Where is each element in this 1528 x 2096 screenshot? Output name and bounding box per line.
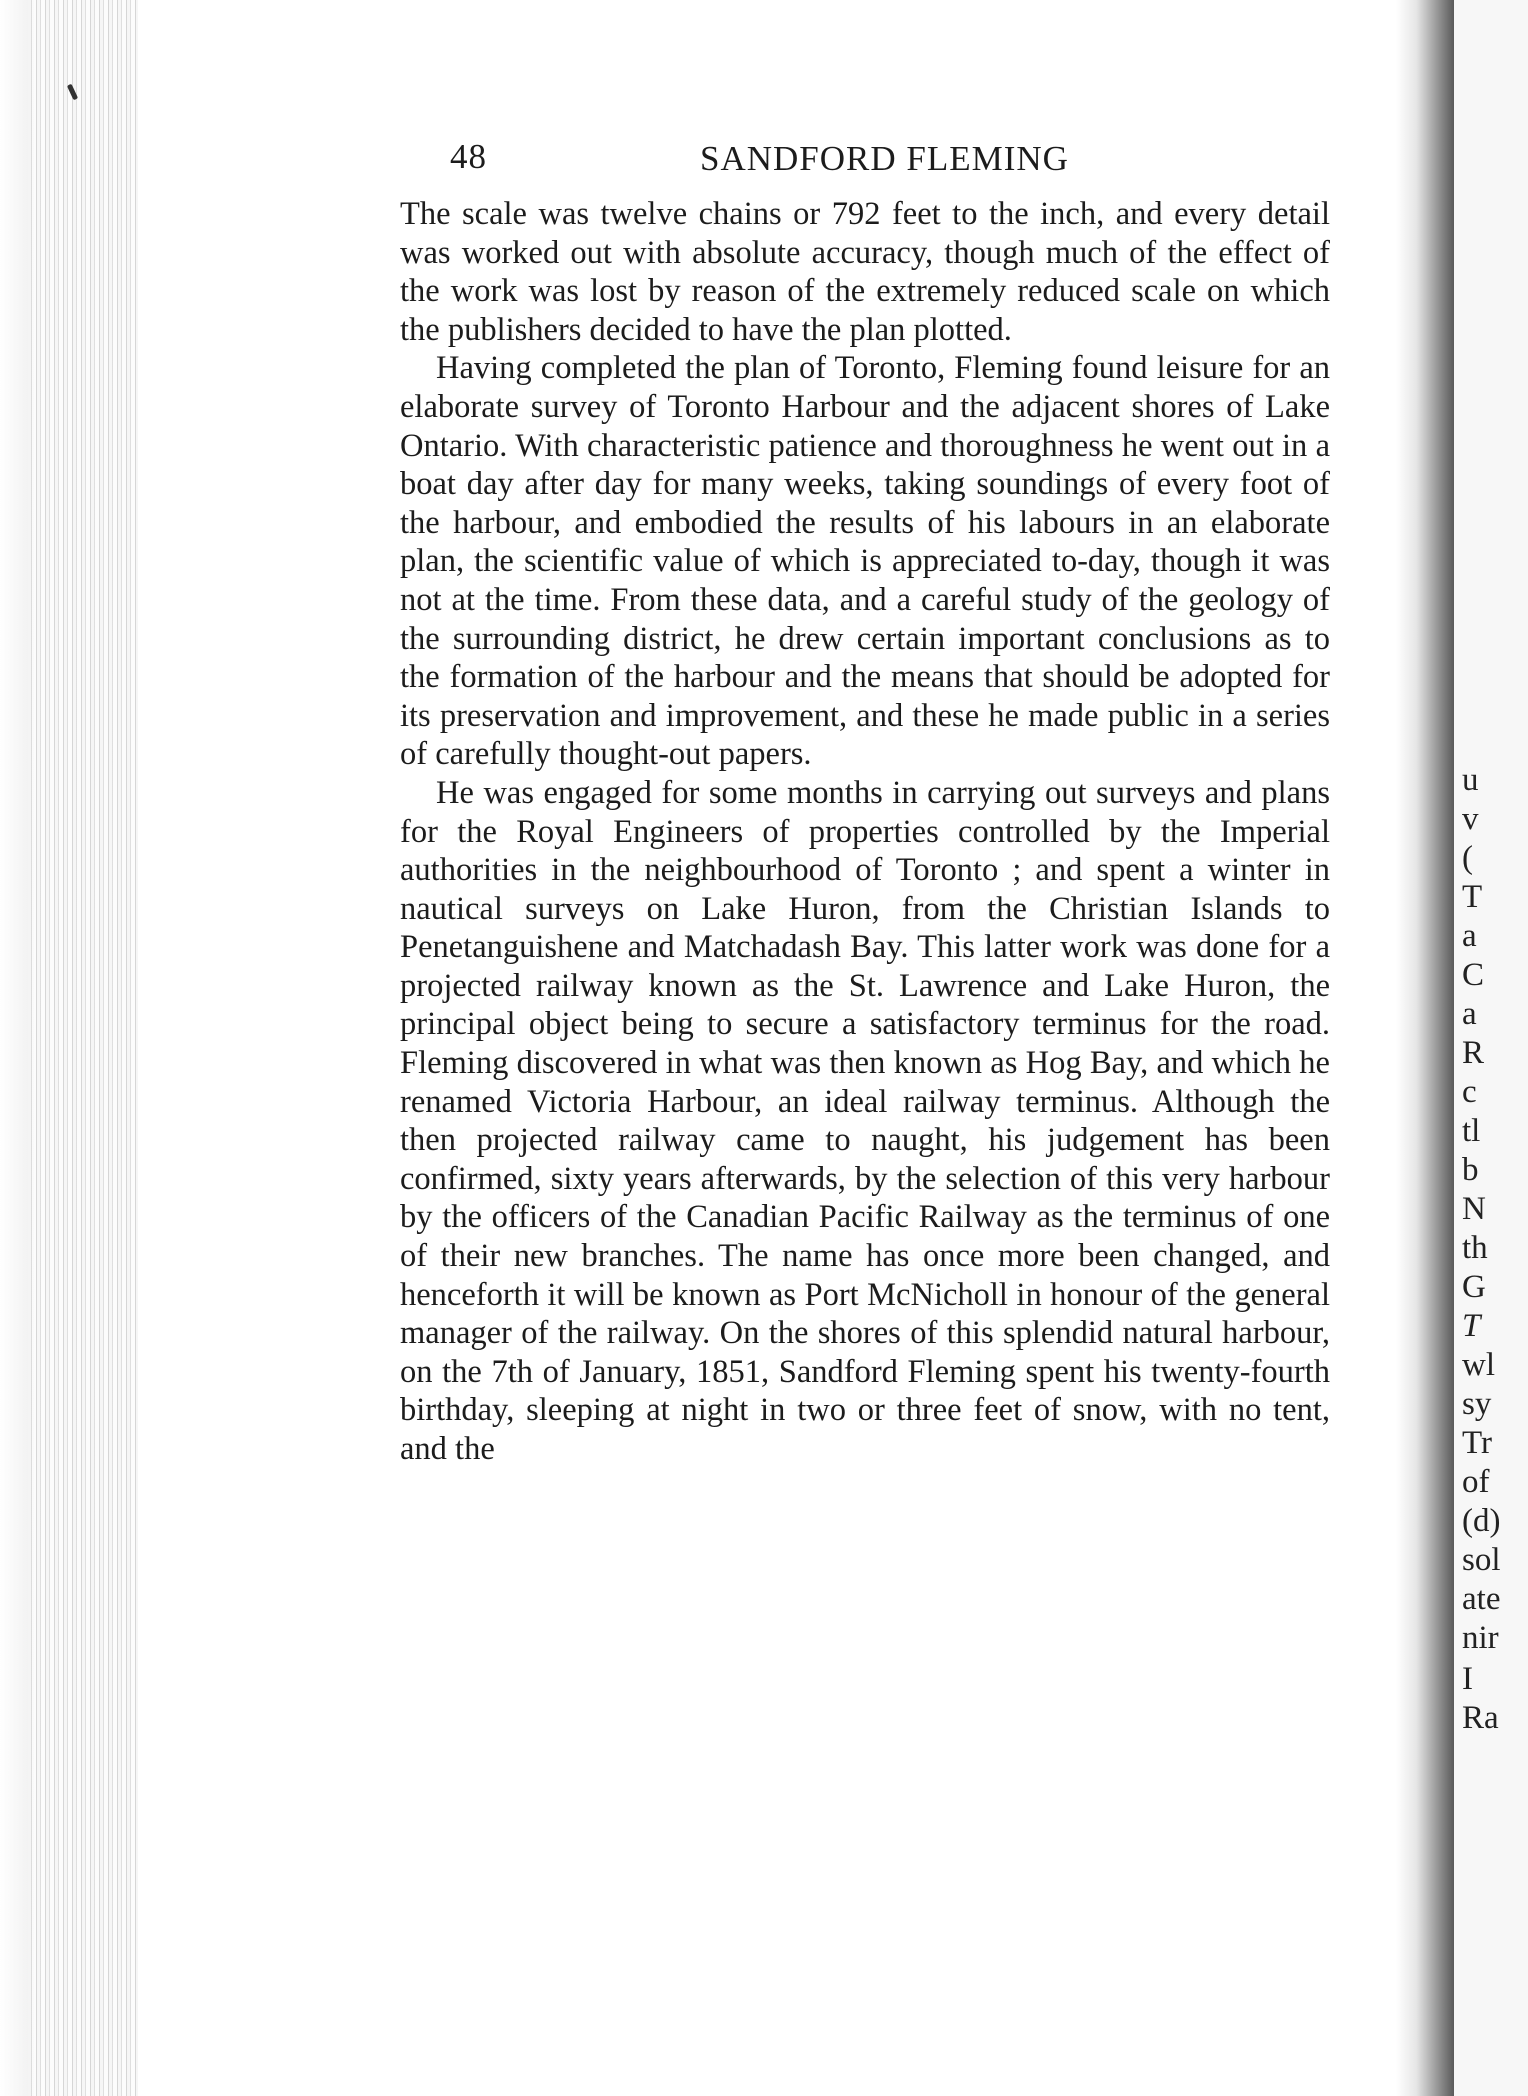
- facing-fragment: (: [1462, 840, 1473, 876]
- facing-fragment: T: [1462, 879, 1483, 915]
- facing-fragment: tl: [1462, 1113, 1481, 1149]
- facing-fragment: wl: [1462, 1347, 1495, 1383]
- facing-fragment: Tr: [1462, 1425, 1492, 1461]
- facing-fragment: G: [1462, 1269, 1486, 1305]
- facing-fragment: Ra: [1462, 1700, 1499, 1736]
- facing-fragment: c: [1462, 1074, 1477, 1110]
- facing-fragment: N: [1462, 1191, 1486, 1227]
- running-head: [400, 125, 1330, 185]
- facing-fragment: sy: [1462, 1386, 1492, 1422]
- paragraph-1: The scale was twelve chains or 792 feet to the inch, and every detail was worked out with absolute accuracy, though much of the effect of the work was lost by reason of the extremely reduced scale on which the publishers decided to have the plan plotted.: [400, 196, 1330, 348]
- running-title: SANDFORD FLEMING: [700, 139, 1069, 178]
- facing-fragment: ate: [1462, 1581, 1501, 1617]
- facing-fragment: C: [1462, 957, 1485, 993]
- facing-fragment: nir: [1462, 1620, 1499, 1656]
- facing-fragment: R: [1462, 1035, 1485, 1071]
- paragraph-3: He was engaged for some months in carrying out surveys and plans for the Royal Engineers of properties controlled by the Imperial authorities in the neighbourhood of Toronto ; and spent a winter in nautical surveys on Lake Huron, from the Christian Islands to Penetanguishene and Matchadash Bay. This latter work was done for a projected railway known as the St. Lawrence and Lake Huron, the principal object being to secure a satisfactory terminus for the road. Fleming discovered in what was then known as Hog Bay, and which he renamed Victoria Harbour, an ideal railway terminus. Although the then projected railway came to naught, his judgement has been confirmed, sixty years afterwards, by the selection of this very harbour by the officers of the Canadian Pacific Railway as the terminus of one of their new branches. The name has once more been changed, and henceforth it will be known as Port McNicholl in honour of the general manager of the railway. On the shores of this splendid natural harbour, on the 7th of January, 1851, Sandford Fleming spent his twenty-fourth birthday, sleeping at night in two or three feet of snow, with no tent, and the: [400, 774, 1330, 1467]
- facing-fragment: b: [1462, 1152, 1479, 1188]
- facing-fragment: I: [1462, 1661, 1473, 1697]
- body-text: [400, 195, 1330, 1469]
- facing-fragment: a: [1462, 918, 1477, 954]
- facing-fragment: th: [1462, 1230, 1488, 1266]
- facing-page-edge: [1454, 0, 1528, 2096]
- facing-fragment: u: [1462, 762, 1479, 798]
- page-number: 48: [450, 137, 487, 176]
- stacked-page-edges: [28, 0, 138, 2096]
- paragraph-2: Having completed the plan of Toronto, Fleming found leisure for an elaborate survey of Toronto Harbour and the adjacent shores of Lake Ontario. With characteristic patience and thoroughness he went out in a boat day after day for many weeks, taking soundings of every foot of the harbour, and embodied the results of his labours in an elaborate plan, the scientific value of which is appreciated to-day, though it was not at the time. From these data, and a careful study of the geology of the surrounding district, he drew certain important conclusions as to the formation of the harbour and the means that should be adopted for its preservation and improvement, and these he made public in a series of carefully thought-out papers.: [400, 350, 1330, 773]
- book-gutter-shadow: [1396, 0, 1454, 2096]
- facing-fragment: sol: [1462, 1542, 1501, 1578]
- facing-fragment: a: [1462, 996, 1477, 1032]
- facing-fragment: v: [1462, 801, 1479, 837]
- facing-fragment: T: [1462, 1308, 1481, 1344]
- page-content: [400, 125, 1330, 1469]
- facing-fragment: (d): [1462, 1503, 1501, 1539]
- facing-fragment: of: [1462, 1464, 1490, 1500]
